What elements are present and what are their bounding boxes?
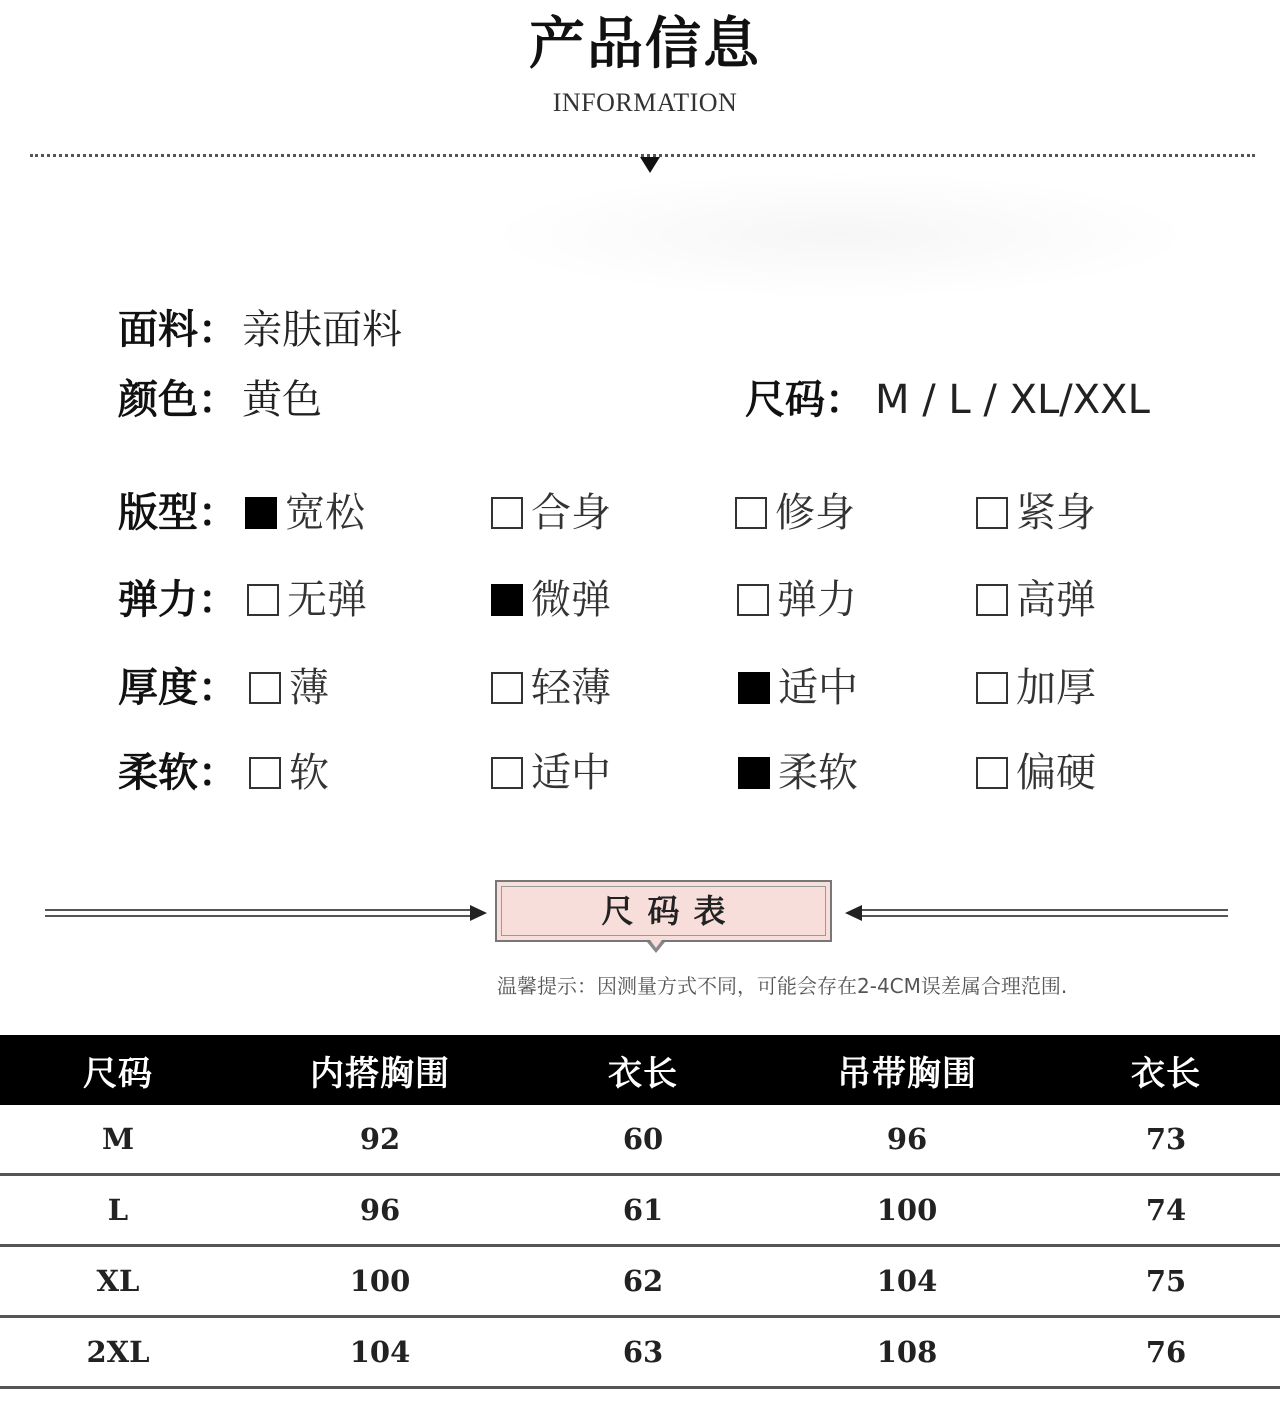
size-chart-title: 尺码表	[601, 892, 740, 930]
attribute-option	[976, 664, 1096, 712]
attribute-option-label: 微弹	[531, 577, 611, 623]
column-header: 衣长	[524, 1035, 762, 1105]
attribute-option-label: 软	[289, 750, 329, 796]
left-double-line	[45, 909, 470, 917]
attribute-row-softness	[0, 749, 1280, 797]
attribute-option	[491, 664, 611, 712]
checkbox-icon	[735, 497, 767, 529]
table-cell: 73	[1052, 1105, 1280, 1175]
attribute-option	[247, 576, 367, 624]
attribute-option-label: 加厚	[1016, 665, 1096, 711]
attribute-option-label: 修身	[775, 490, 855, 536]
table-cell: 104	[762, 1246, 1052, 1317]
attribute-option-label: 轻薄	[531, 665, 611, 711]
table-header-row	[0, 1035, 1280, 1105]
attribute-label: 版型：	[118, 490, 238, 536]
attribute-option	[737, 576, 857, 624]
attribute-label: 弹力：	[118, 577, 238, 623]
attribute-row-elasticity	[0, 576, 1280, 624]
table-cell: 104	[236, 1317, 524, 1388]
attribute-option	[976, 576, 1096, 624]
table-cell: 61	[524, 1175, 762, 1246]
attribute-option-label: 紧身	[1016, 490, 1096, 536]
checkbox-icon	[491, 672, 523, 704]
attribute-option-label: 适中	[531, 750, 611, 796]
checkbox-icon	[491, 497, 523, 529]
pointer-down-inner	[650, 940, 662, 948]
attribute-option	[491, 489, 611, 537]
checkbox-icon	[491, 584, 523, 616]
column-header: 衣长	[1052, 1035, 1280, 1105]
table-cell: 108	[762, 1317, 1052, 1388]
color-value: 黄色	[242, 377, 322, 423]
fabric-label: 面料：	[118, 307, 238, 353]
checkbox-icon	[249, 757, 281, 789]
column-header: 尺码	[0, 1035, 236, 1105]
table-cell: M	[0, 1105, 236, 1175]
size-value: M / L / XL/XXL	[875, 377, 1150, 423]
column-header: 吊带胸围	[762, 1035, 1052, 1105]
table-row	[0, 1317, 1280, 1388]
attribute-option	[249, 664, 329, 712]
checkbox-icon	[245, 497, 277, 529]
attribute-option-label: 薄	[289, 665, 329, 711]
checkbox-icon	[247, 584, 279, 616]
attribute-option	[738, 664, 858, 712]
table-cell: 96	[762, 1105, 1052, 1175]
column-header: 内搭胸围	[236, 1035, 524, 1105]
size-label: 尺码：	[745, 377, 865, 423]
table-row	[0, 1246, 1280, 1317]
checkbox-icon	[976, 497, 1008, 529]
table-cell: 96	[236, 1175, 524, 1246]
checkbox-icon	[976, 584, 1008, 616]
size-chart-title-box	[495, 880, 832, 942]
attribute-option	[976, 489, 1096, 537]
table-cell: 2XL	[0, 1317, 236, 1388]
arrow-right-icon	[470, 905, 487, 921]
attribute-row-thickness	[0, 664, 1280, 712]
attribute-option-label: 高弹	[1016, 577, 1096, 623]
attribute-option-label: 宽松	[285, 490, 365, 536]
checkbox-icon	[491, 757, 523, 789]
attribute-option-label: 弹力	[777, 577, 857, 623]
attribute-option	[249, 749, 329, 797]
attribute-option	[735, 489, 855, 537]
table-cell: 62	[524, 1246, 762, 1317]
attribute-option	[491, 749, 611, 797]
checkbox-icon	[249, 672, 281, 704]
table-cell: XL	[0, 1246, 236, 1317]
checkbox-icon	[737, 584, 769, 616]
measurement-note: 温馨提示：因测量方式不同，可能会存在2-4CM误差属合理范围.	[497, 974, 1068, 998]
attribute-option-label: 柔软	[778, 750, 858, 796]
attribute-option-label: 合身	[531, 490, 611, 536]
attribute-option	[245, 489, 365, 537]
triangle-down-icon	[640, 157, 660, 173]
attribute-label: 柔软：	[118, 750, 238, 796]
attribute-row-fit	[0, 489, 1280, 537]
info-row-color-size	[0, 376, 1280, 424]
table-cell: 92	[236, 1105, 524, 1175]
checkbox-icon	[738, 672, 770, 704]
table-cell: 100	[236, 1246, 524, 1317]
table-cell: L	[0, 1175, 236, 1246]
color-label: 颜色：	[118, 377, 238, 423]
attribute-option-label: 无弹	[287, 577, 367, 623]
checkbox-icon	[738, 757, 770, 789]
attribute-option-label: 偏硬	[1016, 750, 1096, 796]
attribute-label: 厚度：	[118, 665, 238, 711]
page-title: 产品信息	[529, 12, 761, 77]
table-cell: 60	[524, 1105, 762, 1175]
attribute-option	[738, 749, 858, 797]
background-shadow	[480, 170, 1200, 300]
table-cell: 74	[1052, 1175, 1280, 1246]
right-double-line	[862, 909, 1228, 917]
arrow-left-icon	[845, 905, 862, 921]
table-cell: 63	[524, 1317, 762, 1388]
info-row-fabric	[0, 306, 1280, 354]
attribute-option-label: 适中	[778, 665, 858, 711]
table-row	[0, 1175, 1280, 1246]
attribute-option	[491, 576, 611, 624]
table-cell: 76	[1052, 1317, 1280, 1388]
fabric-value: 亲肤面料	[242, 307, 402, 353]
table-row	[0, 1105, 1280, 1175]
checkbox-icon	[976, 757, 1008, 789]
table-cell: 75	[1052, 1246, 1280, 1317]
page-subtitle: INFORMATION	[552, 88, 738, 117]
checkbox-icon	[976, 672, 1008, 704]
attribute-option	[976, 749, 1096, 797]
size-table	[0, 1035, 1280, 1389]
table-cell: 100	[762, 1175, 1052, 1246]
